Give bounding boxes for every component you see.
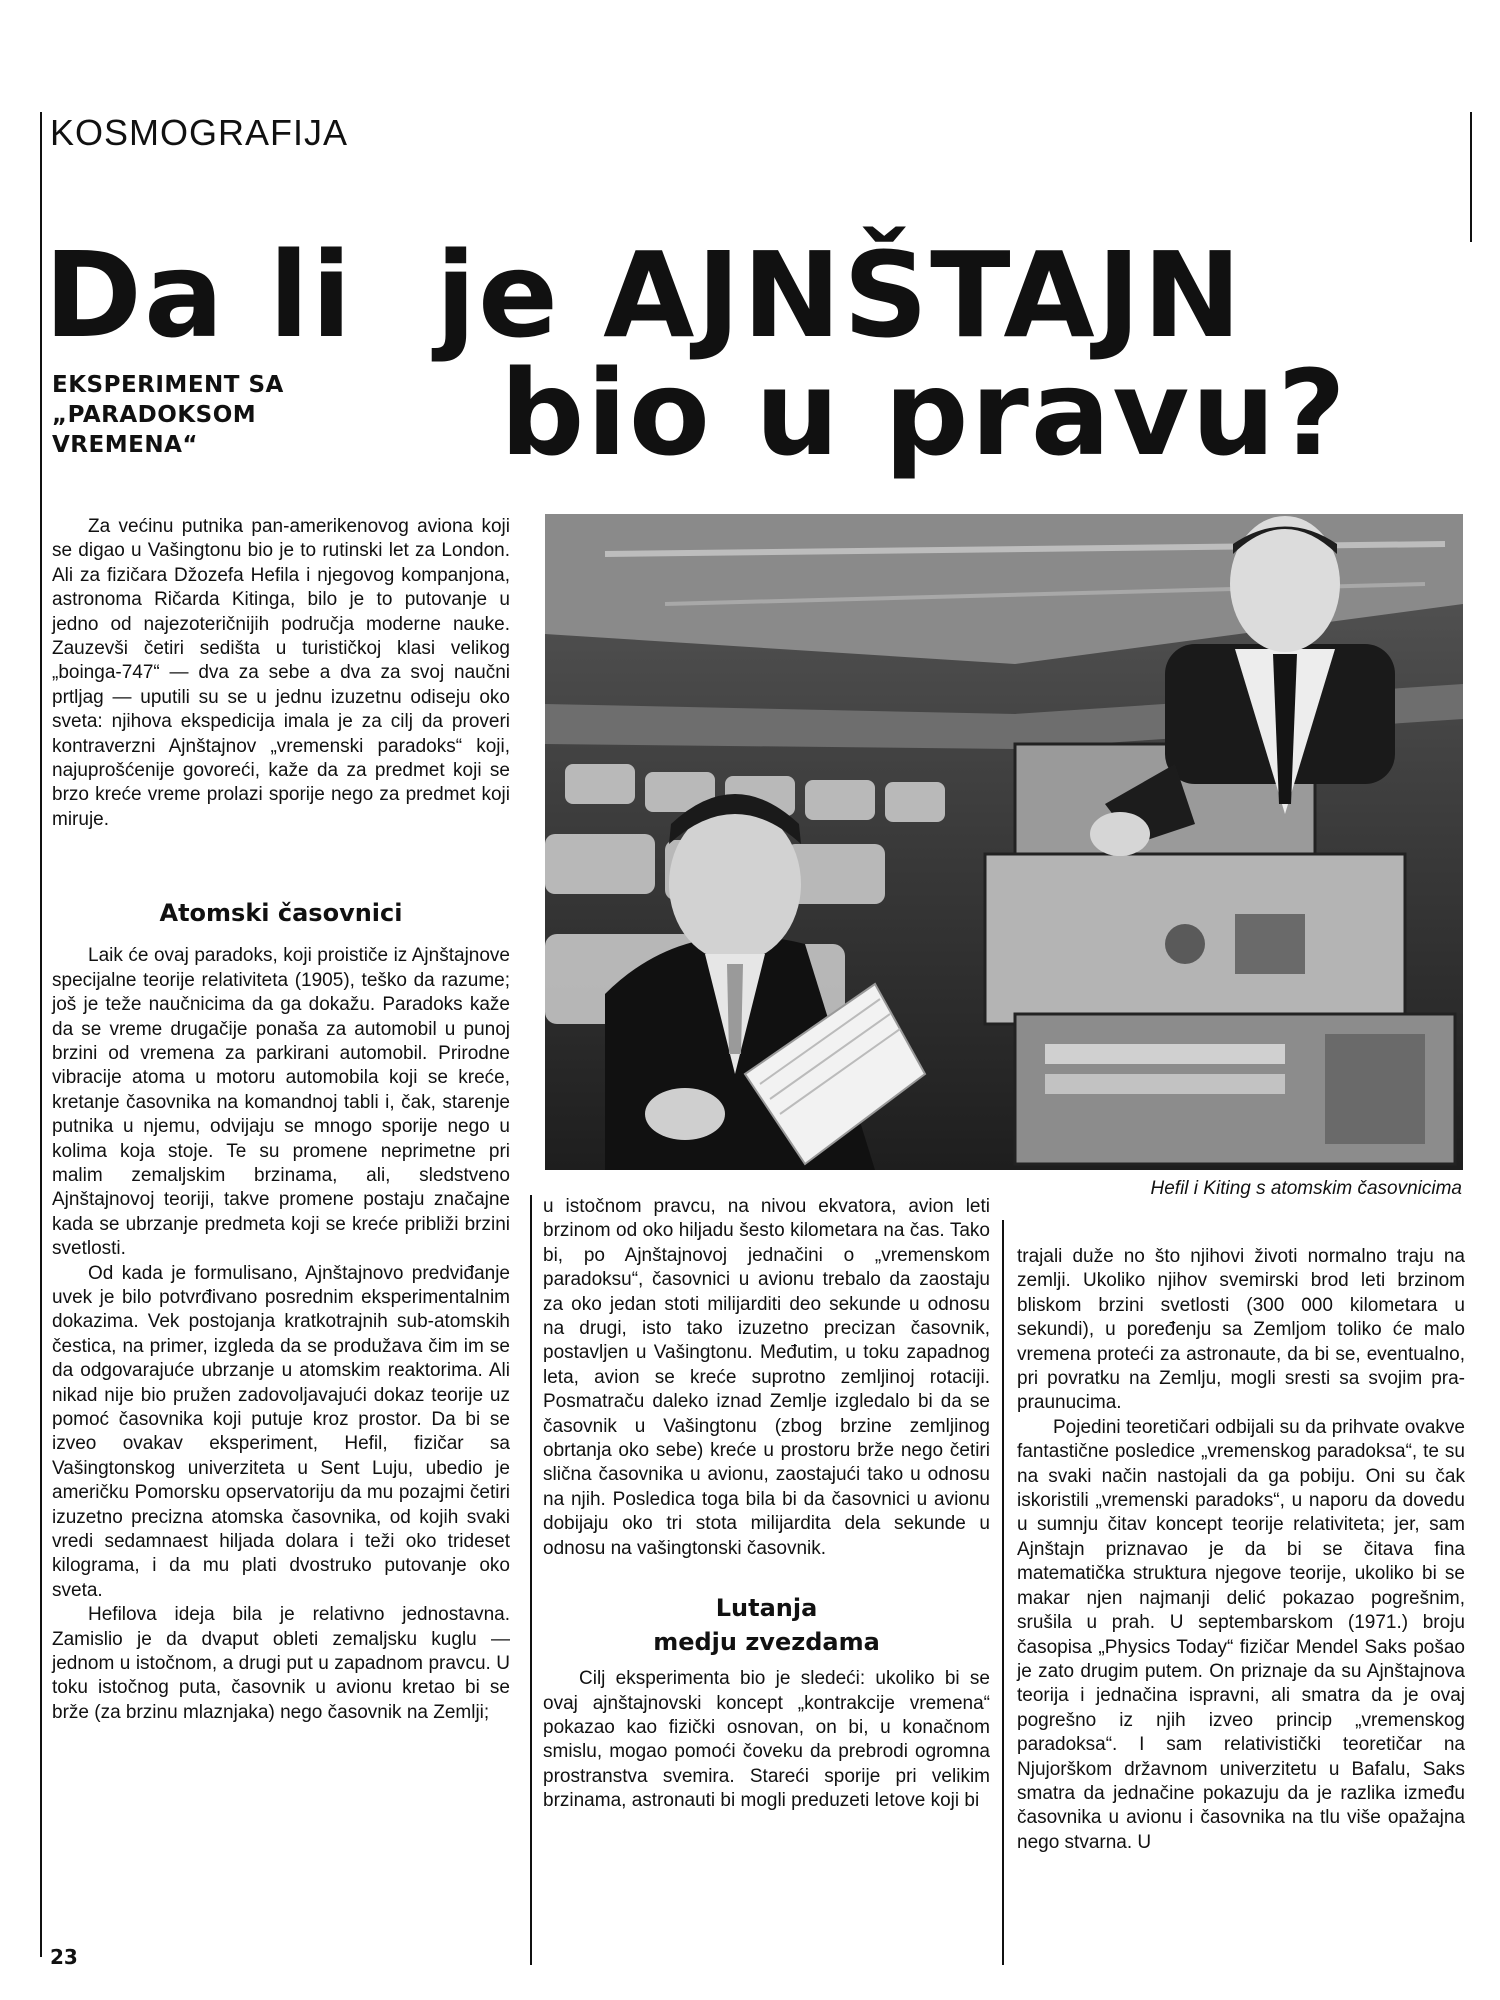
paragraph: Od kada je formulisano, Ajnštajnovo predviđanje uvek je bilo potvrđivano posrednim eksperimentalnim dokazima. Vek postojanja kratkotrajnih sub-atomskih čestica, na primer, izgleda da se produžava čim im se da odgovarajuće ubrzanje u atomskim reaktorima. Ali nikad nije bio pružen zadovoljavajući dokaz teorije uz pomoć časovnika koji putuje kroz prostor. Da bi se izveo ovakav eksperiment, Hefil, fizičar sa Vašingtonskog univerziteta u Sent Luju, ubedio je američku Pomorsku opservatoriju da mu pozajmi četiri izuzetno precizna atomska časovnika, od kojih svaki vredi sedamnaest hiljada dolara i teži oko trideset kilograma, i da mu plati dvostruko putovanje oko sveta.	[52, 1262, 510, 1601]
photo-illustration	[545, 514, 1463, 1170]
paragraph: Pojedini teoretičari odbijali su da prihvate ovakve fantastične posledice „vremenskog paradoksa“, te su na svaki način nastojali da ga pobiju. Oni su čak iskoristili „vremenski paradoks“, u naporu da dovedu u sumnju čitav koncept teorije relativiteta; jer, sam Ajnštajn priznavao je da bi se čitava fina matematička struktura njegove teorije, ukoliko bi se makar njen najmanji delić pokazao pogrešnim, srušila u prah. U septembarskom (1971.) broju časopisa „Physics Today“ fizičar Mendel Saks pošao je zato drugim putem. On priznaje da su Ajnštajnova teorija i jednačina ispravni, ali smatra da je ovaj pogrešno iz njih izveo princip „vremenskog paradoksa“. I sam relativistički teoretičar na Njujorškom državnom univerzitetu u Bafalu, Saks smatra da jednačine pokazuju da je razlika između časovnika u avionu i časovnika na tlu više opažajna nego stvarna. U	[1017, 1416, 1465, 1853]
column-1	[52, 515, 510, 1725]
kicker-line-1: EKSPERIMENT SA	[52, 372, 284, 398]
left-margin-rule	[40, 112, 42, 1957]
photo-hefil-keating-with-atomic-clocks	[545, 514, 1463, 1170]
photo-caption: Hefil i Kiting s atomskim časovnicima	[1150, 1178, 1462, 1199]
headline-word-1: Da li	[44, 226, 354, 364]
section-label: KOSMOGRAFIJA	[50, 112, 349, 153]
headline-word-2: je AJNŠTAJN	[435, 226, 1244, 364]
page-number: 23	[50, 1945, 78, 1969]
intro-paragraph: Za većinu putnika pan-amerikenovog aviona koji se digao u Vašingtonu bio je to rutinski let za London. Ali za fizičara Džozefa Hefila i njegovog kompanjona, astronoma Ričarda Kitinga, bilo je to putovanje u jedno od najezoteričnijih područja moderne nauke. Zauzevši četiri sedišta u turističkoj klasi velikog „boinga-747“ — dva za sebe a dva za svoj naučni prtljag — uputili su se u jednu izuzetnu odiseju oko sveta: njihova ekspedicija imala je za cilj da proveri kontraverzni Ajnštajnov „vremenski paradoks“ koji, najuprošćenije govoreći, kaže da za predmet koji se brzo kreće vreme prolazi sporije nego za predmet koji miruje.	[52, 516, 510, 830]
paragraph: Laik će ovaj paradoks, koji proističe iz Ajnštajnove specijalne teorije relativiteta (1905), teško da razume; još je teže naučnicima da ga dokažu. Paradoks kaže da se vreme drugačije ponaša za automobil u punoj brzini od vremena za parkirani automobil. Prirodne vibracije atoma u motoru automobila koji se kreće, kretanje časovnika na komandnoj tabli i, čak, starenje putnika u njemu, odvijaju se mnogo sporije nego u kolima koja stoje. Te su promene neprimetne pri malim zemaljskim brzinama, ali, sledstveno Ajnštajnovoj teoriji, takve promene postaju značajne kada se ubrzanje predmeta koji se kreće približi brzini svetlosti.	[52, 945, 510, 1260]
right-margin-rule	[1470, 112, 1472, 242]
column-3	[1017, 1245, 1465, 1855]
kicker	[52, 370, 372, 460]
column-2	[543, 1195, 990, 1814]
headline-line-1	[44, 226, 1244, 364]
subheading-wandering-line-1: Lutanja	[715, 1594, 818, 1623]
column-rule-2	[1002, 1220, 1004, 1965]
subheading-atomic-clocks: Atomski časovnici	[159, 899, 403, 928]
paragraph: trajali duže no što njihovi životi normalno traju na zemlji. Ukoliko njihov svemirski brod leti brzinom bliskom brzini svetlosti (300 000 kilometara u sekundi), u poređenju sa Zemljom toliko će malo vremena proteći za astronaute, da bi se, eventualno, pri povratku na Zemlju, mogli sresti sa svojim pra-praunucima.	[1017, 1246, 1465, 1414]
headline-line-2: bio u pravu?	[500, 344, 1348, 482]
paragraph: Hefilova ideja bila je relativno jednostavna. Zamislio je da dvaput obleti zemaljsku kuglu — jednom u istočnom, a drugi put u zapadnom pravcu. U toku istočnog puta, časovnik u avionu kretao bi se brže (za brzinu mlaznjaka) nego časovnik na Zemlji;	[52, 1604, 510, 1723]
column-rule-1	[530, 1195, 532, 1965]
subheading-wandering-line-2: medju zvezdama	[653, 1628, 880, 1657]
kicker-line-3: VREMENA“	[52, 432, 198, 458]
kicker-line-2: „PARADOKSOM	[52, 402, 257, 428]
paragraph: u istočnom pravcu, na nivou ekvatora, avion leti brzinom od oko hiljadu šesto kilometara na čas. Tako bi, po Ajnštajnovoj jednačini o „vremenskom paradoksu“, časovnici u avionu trebalo da zaostaju za oko jedan stoti milijarditi deo sekunde u odnosu na drugi, isto tako izuzetno precizan časovnik, postavljen u Vašingtonu. Međutim, u toku zapadnog leta, avion se kreće suprotno zemljinoj rotaciji. Posmatraču daleko iznad Zemlje izgledalo bi da se časovnik u Vašingtonu (zbog brzine zemljinog obrtanja oko sebe) kreće u prostoru brže nego četiri slična časovnika u avionu, zaostajući tako u odnosu na njih. Posledica toga bila bi da časovnici u avionu dobijaju oko tri stota milijardita dela sekunde u odnosu na vašingtonski časovnik.	[543, 1196, 990, 1559]
paragraph: Cilj eksperimenta bio je sledeći: ukoliko bi se ovaj ajnštajnovski koncept „kontrakcije vremena“ pokazao kao fizički osnovan, on bi, u konačnom smislu, mogao pomoći čoveku da prebrodi ogromna prostranstva svemira. Stareći sporije pri velikim brzinama, astronauti bi mogli preduzeti letove koji bi	[543, 1668, 990, 1812]
